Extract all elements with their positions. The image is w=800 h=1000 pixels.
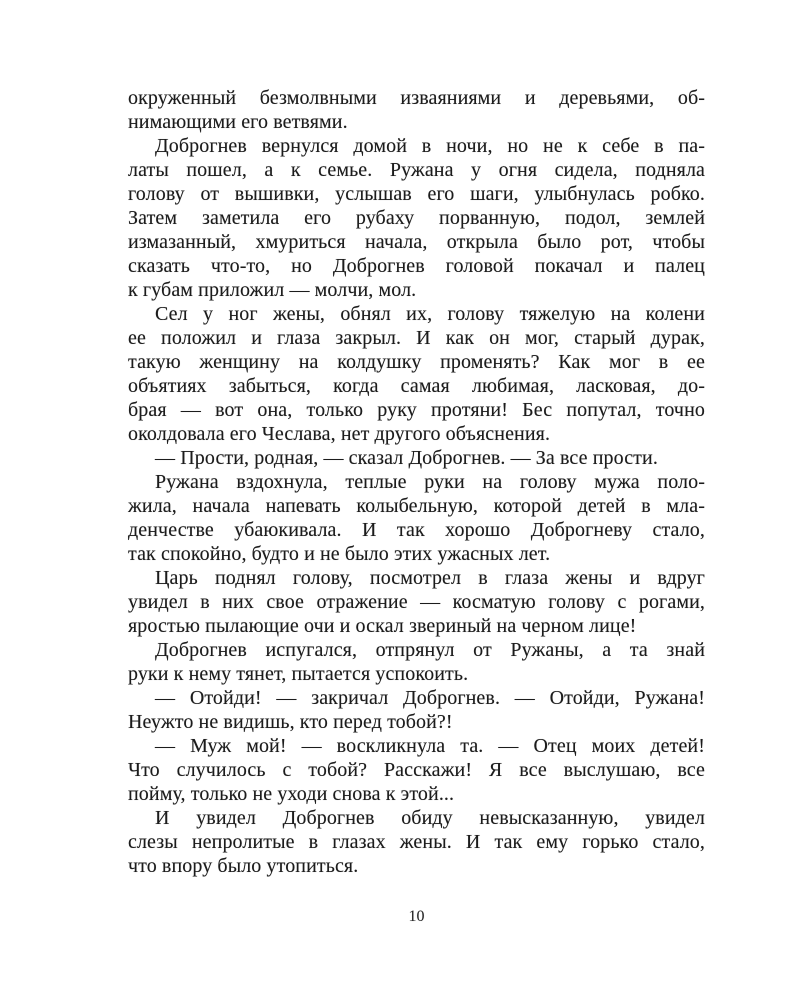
text-line: ее положил и глаза закрыл. И как он мог, старый дурак, bbox=[128, 327, 705, 349]
text-line: Ружана вздохнула, теплые руки на голову мужа поло- bbox=[155, 471, 705, 493]
text-line: жила, начала напевать колыбельную, которой детей в мла- bbox=[128, 495, 705, 517]
text-line: яростью пылающие очи и оскал звериный на черном лице! bbox=[128, 615, 637, 637]
text-line: измазанный, хмуриться начала, открыла было рот, чтобы bbox=[128, 231, 705, 253]
text-line: — Отойди! — закричал Доброгнев. — Отойди, Ружана! bbox=[155, 687, 705, 709]
text-line: латы пошел, а к семье. Ружана у огня сидела, подняла bbox=[128, 159, 705, 181]
text-line: Доброгнев вернулся домой в ночи, но не к себе в па- bbox=[155, 135, 705, 157]
text-line: Доброгнев испугался, отпрянул от Ружаны, а та знай bbox=[155, 639, 705, 661]
paragraph bbox=[128, 734, 705, 806]
text-line: Что случилось с тобой? Расскажи! Я все выслушаю, все bbox=[128, 759, 705, 781]
text-line: руки к нему тянет, пытается успокоить. bbox=[128, 663, 469, 685]
text-block bbox=[128, 86, 705, 878]
page-number: 10 bbox=[408, 908, 425, 925]
text-line: слезы непролитые в глазах жены. И так ему горько стало, bbox=[128, 831, 705, 853]
text-line: окруженный безмолвными изваяниями и деревьями, об- bbox=[128, 87, 705, 109]
text-line: Царь поднял голову, посмотрел в глаза жены и вдруг bbox=[155, 567, 705, 589]
text-line: увидел в них свое отражение — косматую голову с рогами, bbox=[128, 591, 705, 613]
paragraph bbox=[128, 806, 705, 878]
paragraph bbox=[128, 446, 705, 470]
text-line: объятиях забыться, когда самая любимая, ласковая, до- bbox=[128, 375, 705, 397]
text-line: к губам приложил — молчи, мол. bbox=[128, 279, 417, 301]
paragraph bbox=[128, 134, 705, 302]
text-line: голову от вышивки, услышав его шаги, улыбнулась робко. bbox=[128, 183, 705, 205]
text-line: такую женщину на колдушку променять? Как мог в ее bbox=[128, 351, 705, 373]
text-line: Неужто не видишь, кто перед тобой?! bbox=[128, 711, 453, 733]
text-line: что впору было утопиться. bbox=[128, 855, 359, 877]
text-line: И увидел Доброгнев обиду невысказанную, увидел bbox=[155, 807, 705, 829]
text-line: околдовала его Чеслава, нет другого объяснения. bbox=[128, 423, 551, 445]
text-line: денчестве убаюкивала. И так хорошо Доброгневу стало, bbox=[128, 519, 705, 541]
paragraph bbox=[128, 566, 705, 638]
text-line: — Прости, родная, — сказал Доброгнев. — За все прости. bbox=[155, 447, 658, 469]
text-line: так спокойно, будто и не было этих ужасных лет. bbox=[128, 543, 551, 565]
paragraph bbox=[128, 638, 705, 686]
text-line: Сел у ног жены, обнял их, голову тяжелую на колени bbox=[155, 303, 705, 325]
paragraph bbox=[128, 302, 705, 446]
text-line: брая — вот она, только руку протяни! Бес попутал, точно bbox=[128, 399, 705, 421]
text-line: Затем заметила его рубаху порванную, подол, землей bbox=[128, 207, 705, 229]
text-line: — Муж мой! — воскликнула та. — Отец моих детей! bbox=[155, 735, 705, 757]
paragraph bbox=[128, 86, 705, 134]
text-line: пойму, только не уходи снова к этой... bbox=[128, 783, 455, 805]
paragraph bbox=[128, 686, 705, 734]
paragraph bbox=[128, 470, 705, 566]
text-line: нимающими его ветвями. bbox=[128, 111, 348, 133]
text-line: сказать что-то, но Доброгнев головой покачал и палец bbox=[128, 255, 705, 277]
